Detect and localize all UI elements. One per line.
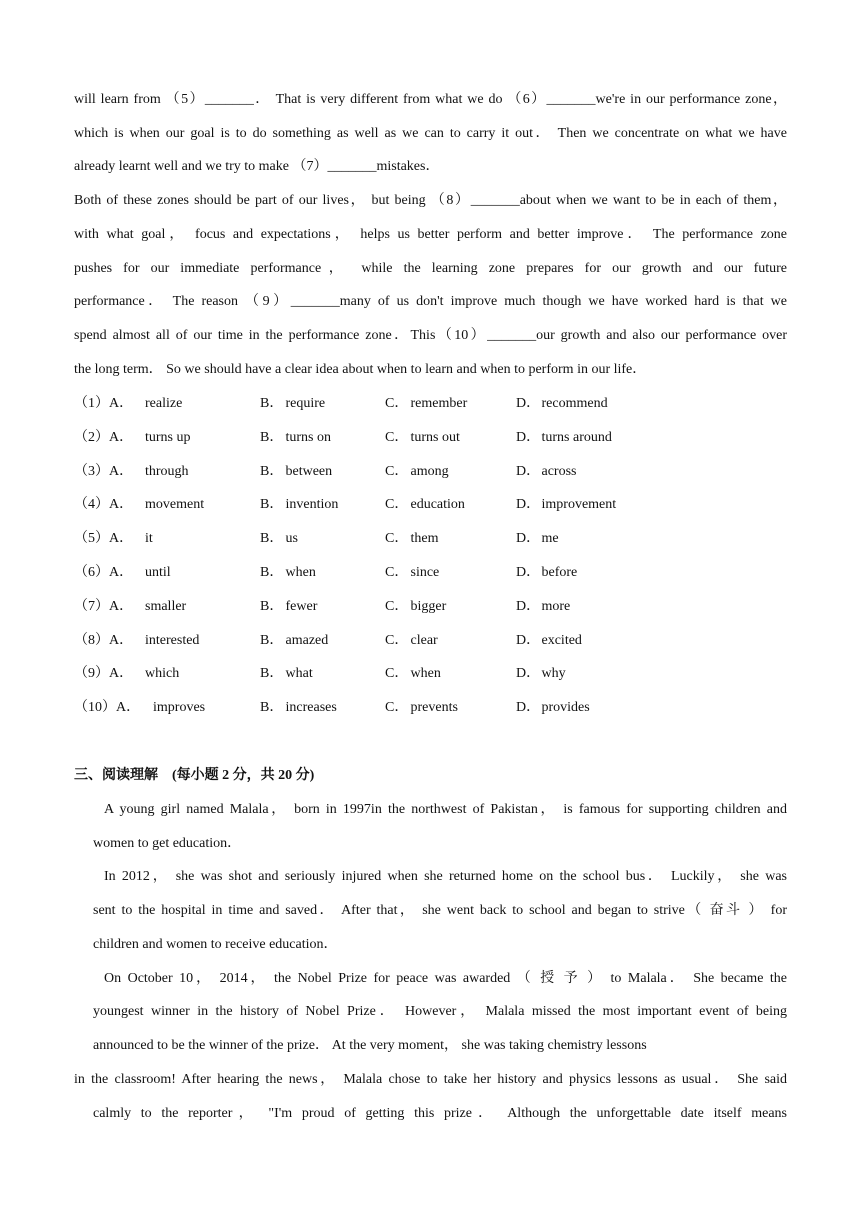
option-a: interested	[145, 633, 200, 648]
option-a: until	[145, 565, 171, 580]
reading-line-6: On October 10， 2014， the Nobel Prize for peace was awarded （ 授 予 ） to Malala． She became the	[104, 971, 787, 986]
option-d: D． why	[516, 664, 566, 684]
passage-line-4: Both of these zones should be part of our lives， but being （8）_______about when we want to be in each of them，	[74, 193, 787, 208]
option-label-b: B．	[260, 531, 284, 546]
option-c: C． when	[385, 664, 441, 684]
option-row-7	[74, 597, 787, 617]
option-row-1	[74, 394, 787, 414]
option-row-10	[74, 698, 787, 718]
option-c: C． remember	[385, 394, 467, 414]
question-number: （1）A．	[74, 396, 134, 411]
option-d: D． before	[516, 563, 577, 583]
reading-line-4: sent to the hospital in time and saved． After that， she went back to school and began to strive（ 奋斗 ） for	[93, 903, 787, 918]
option-a: realize	[145, 396, 183, 411]
option-label-b: B．	[260, 666, 284, 681]
option-b: B． fewer	[260, 597, 317, 617]
option-c: C． education	[385, 495, 465, 515]
option-a: it	[145, 531, 153, 546]
option-b: B． what	[260, 664, 313, 684]
option-label-c: C．	[385, 565, 409, 580]
question-number: （10）A．	[74, 700, 141, 715]
option-row-8	[74, 631, 787, 651]
option-d: D． me	[516, 529, 559, 549]
passage-line-5: with what goal， focus and expectations， helps us better perform and better improve． The performance zone	[74, 227, 787, 242]
option-b: B． when	[260, 563, 316, 583]
reading-line-2: women to get education．	[93, 836, 242, 851]
option-a: movement	[145, 497, 205, 512]
option-d: D． improvement	[516, 495, 616, 515]
question-number: （7）A．	[74, 599, 134, 614]
question-number: （4）A．	[74, 497, 134, 512]
option-label-b: B．	[260, 464, 284, 479]
passage-line-6: pushes for our immediate performance， while the learning zone prepares for our growth and our future	[74, 261, 787, 276]
reading-line-1: A young girl named Malala， born in 1997in the northwest of Pakistan， is famous for supporting children and	[104, 802, 787, 817]
option-b: B． increases	[260, 698, 337, 718]
option-c: C． them	[385, 529, 439, 549]
option-label-c: C．	[385, 666, 409, 681]
option-label-d: D．	[516, 430, 541, 445]
option-label-c: C．	[385, 599, 409, 614]
option-d: D． provides	[516, 698, 590, 718]
option-c: C． bigger	[385, 597, 446, 617]
option-row-2	[74, 428, 787, 448]
option-d: D． excited	[516, 631, 582, 651]
reading-line-3: In 2012， she was shot and seriously injured when she returned home on the school bus． Luckily， she was	[104, 869, 787, 884]
option-label-d: D．	[516, 700, 541, 715]
option-a: through	[145, 464, 189, 479]
option-c: C． among	[385, 462, 449, 482]
option-label-c: C．	[385, 396, 409, 411]
option-b: B． amazed	[260, 631, 328, 651]
option-row-6	[74, 563, 787, 583]
option-b: B． turns on	[260, 428, 331, 448]
reading-line-9: in the classroom! After hearing the news， Malala chose to take her history and physics lessons as usual． She said	[74, 1072, 787, 1087]
option-label-b: B．	[260, 497, 284, 512]
option-c: C． prevents	[385, 698, 458, 718]
option-c: C． clear	[385, 631, 438, 651]
passage-line-3: already learnt well and we try to make （7）_______mistakes．	[74, 159, 440, 174]
option-a: improves	[153, 700, 206, 715]
option-label-b: B．	[260, 599, 284, 614]
option-c: C． since	[385, 563, 439, 583]
reading-line-7: youngest winner in the history of Nobel Prize． However， Malala missed the most important event of being	[93, 1004, 787, 1019]
option-d: D． turns around	[516, 428, 612, 448]
question-number: （6）A．	[74, 565, 134, 580]
option-label-d: D．	[516, 396, 541, 411]
option-a: which	[145, 666, 180, 681]
question-number: （5）A．	[74, 531, 134, 546]
option-label-c: C．	[385, 700, 409, 715]
option-label-d: D．	[516, 565, 541, 580]
option-label-c: C．	[385, 633, 409, 648]
section-note: (每小题 2 分，共 20 分)	[172, 768, 315, 783]
option-d: D． recommend	[516, 394, 608, 414]
option-label-b: B．	[260, 396, 284, 411]
question-number: （8）A．	[74, 633, 134, 648]
question-number: （2）A．	[74, 430, 134, 445]
section-heading	[74, 765, 314, 786]
option-row-5	[74, 529, 787, 549]
passage-line-7: performance． The reason （9）_______many of us don't improve much though we have worked hard is that we	[74, 294, 787, 309]
option-label-c: C．	[385, 464, 409, 479]
option-label-d: D．	[516, 599, 541, 614]
option-b: B． us	[260, 529, 298, 549]
option-b: B． require	[260, 394, 325, 414]
option-d: D． across	[516, 462, 577, 482]
question-number: （9）A．	[74, 666, 134, 681]
reading-line-5: children and women to receive education．	[93, 937, 338, 952]
section-title: 三、阅读理解	[74, 767, 158, 783]
option-label-b: B．	[260, 430, 284, 445]
option-label-c: C．	[385, 531, 409, 546]
option-c: C． turns out	[385, 428, 460, 448]
option-d: D． more	[516, 597, 570, 617]
reading-line-10: calmly to the reporter， "I'm proud of getting this prize． Although the unforgettable date itself means	[93, 1106, 787, 1121]
option-label-b: B．	[260, 565, 284, 580]
passage-line-2: which is when our goal is to do something as well as we can to carry it out． Then we concentrate on what we have	[74, 126, 787, 141]
option-a: smaller	[145, 599, 187, 614]
question-number: （3）A．	[74, 464, 134, 479]
option-a: turns up	[145, 430, 191, 445]
option-label-d: D．	[516, 464, 541, 479]
option-row-9	[74, 664, 787, 684]
option-label-d: D．	[516, 531, 541, 546]
passage-line-9: the long term． So we should have a clear idea about when to learn and when to perform in our life．	[74, 362, 647, 377]
option-label-c: C．	[385, 430, 409, 445]
passage-line-8: spend almost all of our time in the performance zone．This（10）_______our growth and also our performance over	[74, 328, 787, 343]
option-label-d: D．	[516, 666, 541, 681]
option-b: B． invention	[260, 495, 338, 515]
option-label-d: D．	[516, 633, 541, 648]
passage-line-1: will learn from （5）_______． That is very different from what we do （6）_______we're in our performance zone，	[74, 92, 787, 107]
option-label-b: B．	[260, 700, 284, 715]
option-label-b: B．	[260, 633, 284, 648]
option-row-3	[74, 462, 787, 482]
option-label-c: C．	[385, 497, 409, 512]
option-label-d: D．	[516, 497, 541, 512]
reading-line-8: announced to be the winner of the prize． At the very moment， she was taking chemistry lessons	[93, 1038, 647, 1053]
option-row-4	[74, 495, 787, 515]
option-b: B． between	[260, 462, 332, 482]
